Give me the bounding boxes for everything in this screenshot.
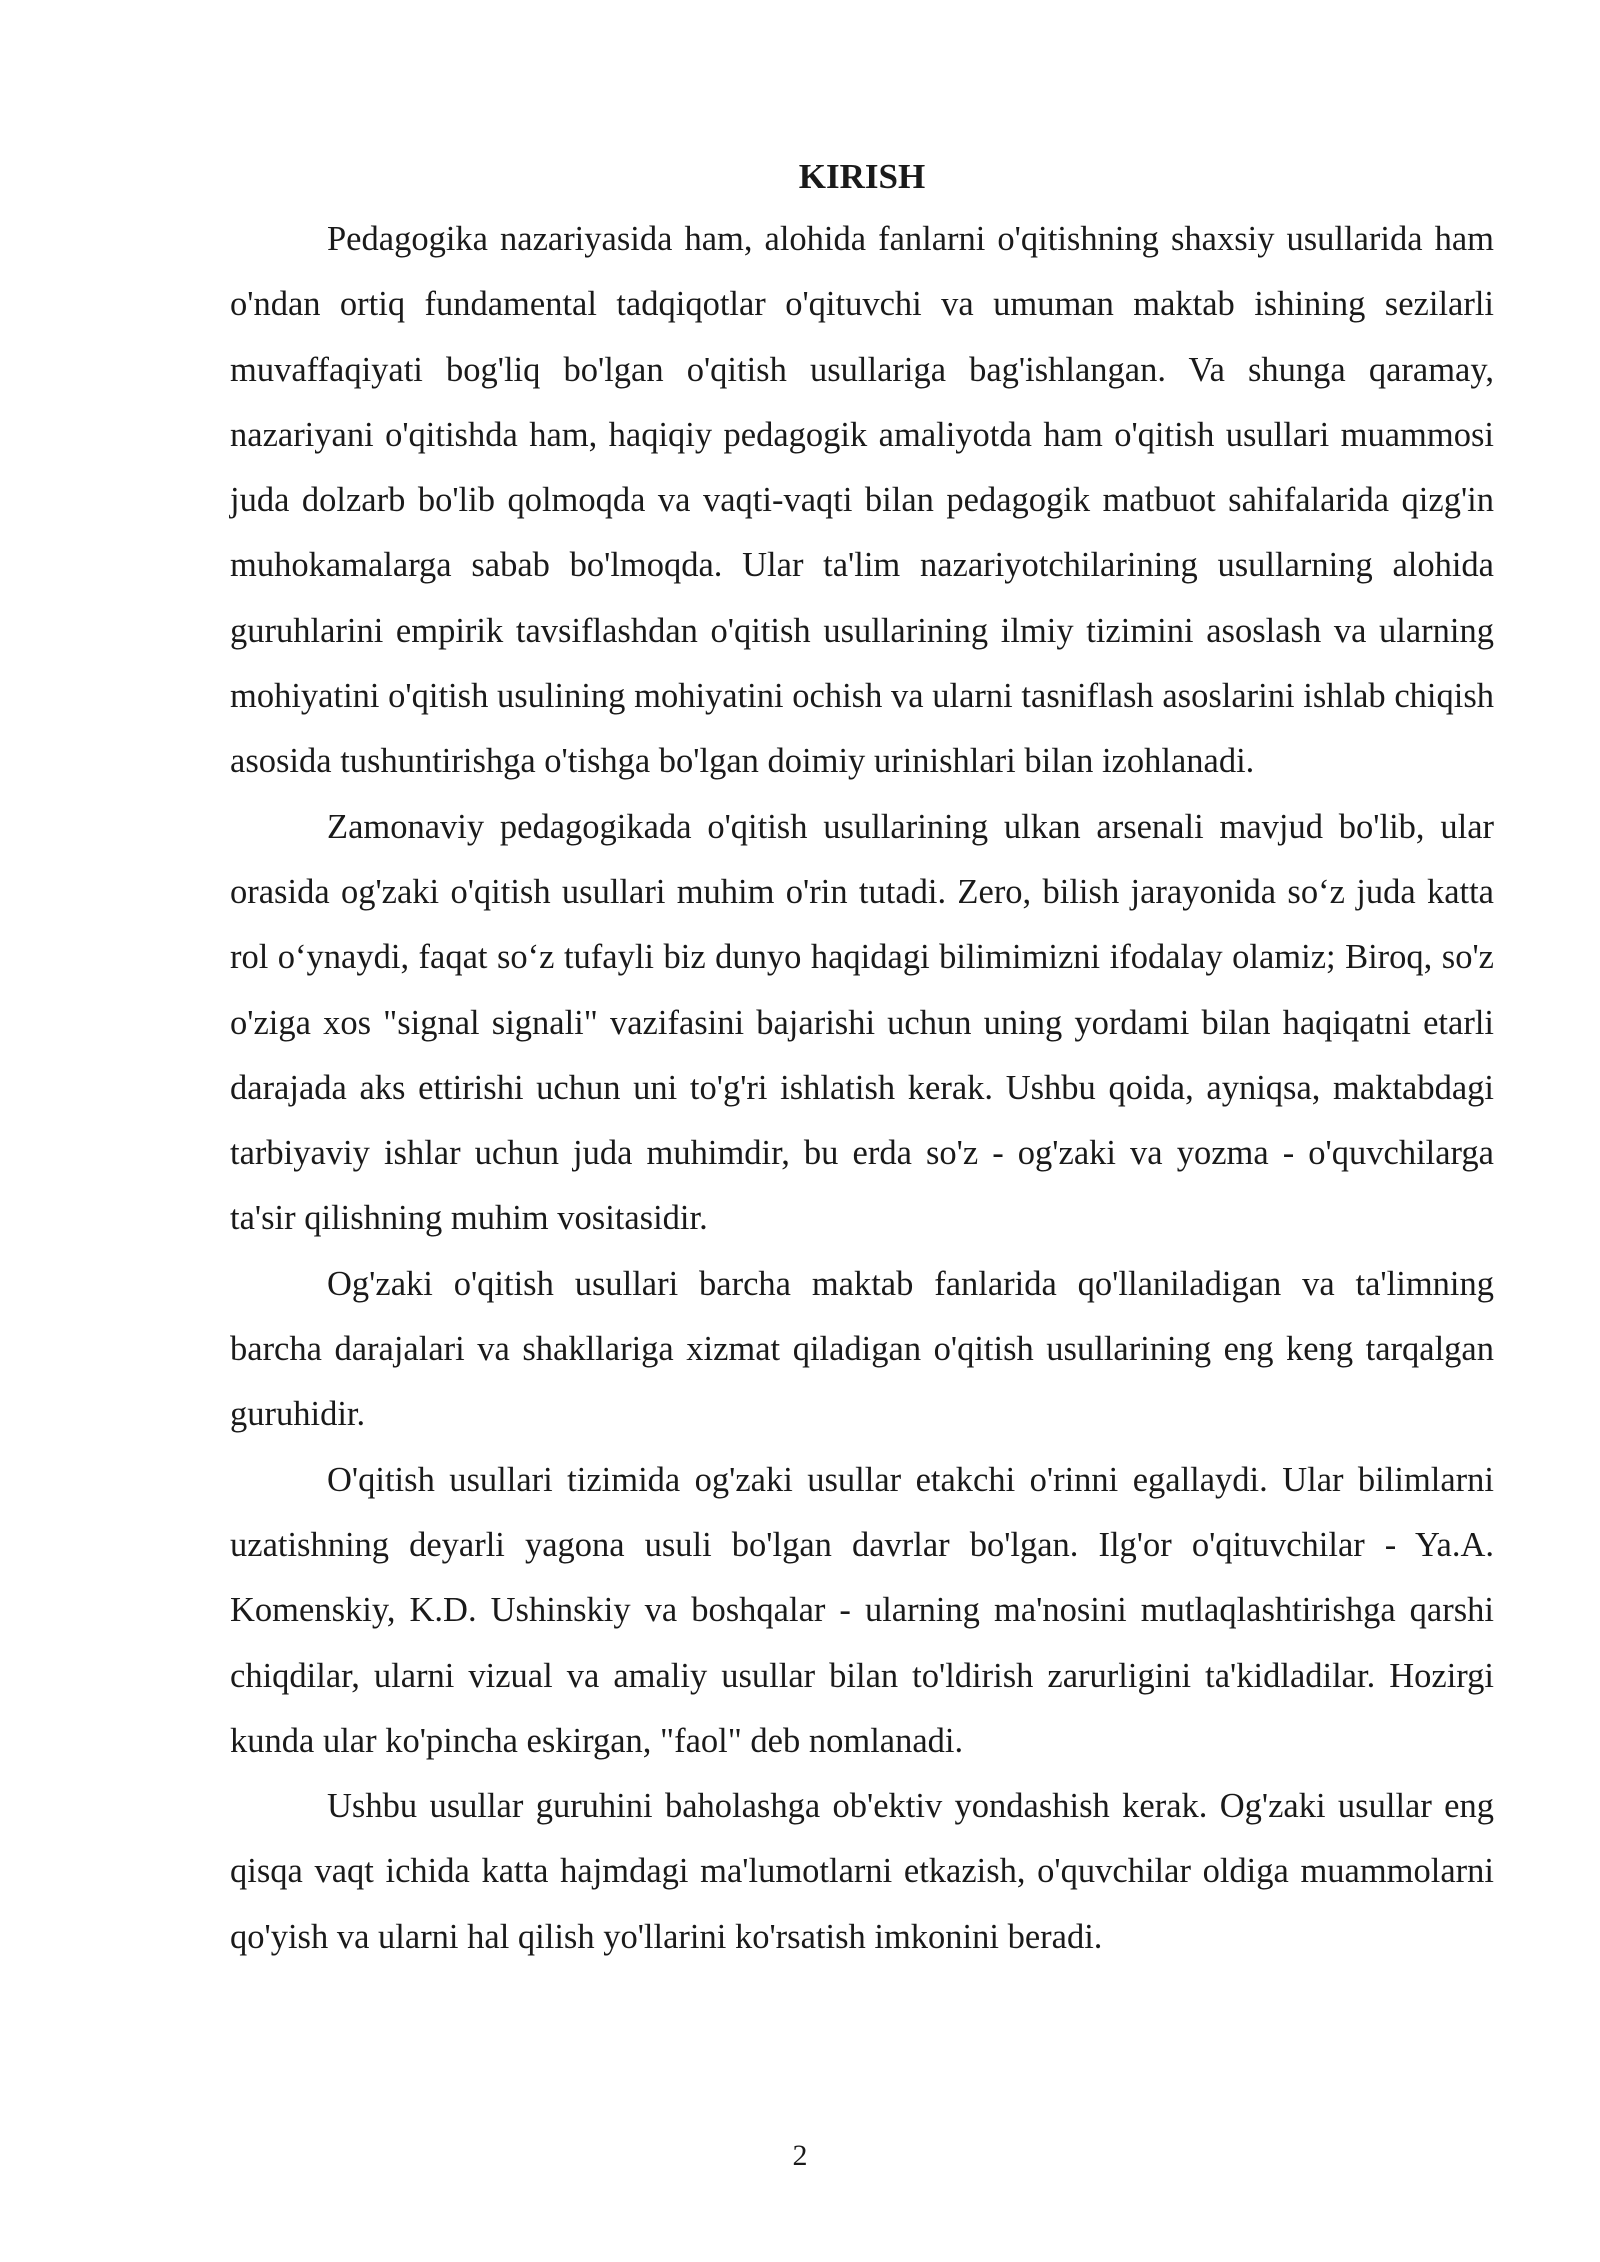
page-number: 2 bbox=[792, 2139, 808, 2172]
paragraph-3: Og'zaki o'qitish usullari barcha maktab fanlarida qo'llaniladigan va ta'limning barcha darajalari va shakllariga xizmat qiladigan o'qitish usullarining eng keng tarqalgan guruhidir. bbox=[230, 1264, 1494, 1434]
paragraph-5: Ushbu usullar guruhini baholashga ob'ektiv yondashish kerak. Og'zaki usullar eng qisqa vaqt ichida katta hajmdagi ma'lumotlarni etkazish, o'quvchilar oldiga muammolarni qo'yish va ularni hal qilish yo'llarini ko'rsatish imkonini beradi. bbox=[230, 1787, 1494, 1956]
paragraph-4: O'qitish usullari tizimida og'zaki usullar etakchi o'rinni egallaydi. Ular bilimlarni uzatishning deyarli yagona usuli bo'lgan davrlar bo'lgan. Ilg'or o'qituvchilar - Ya.A. Komenskiy, K.D. Ushinskiy va boshqalar - ularning ma'nosini mutlaqlashtirishga qarshi chiqdilar, ularni vizual va amaliy usullar bilan to'ldirish zarurligini ta'kidladilar. Hozirgi kunda ular ko'pincha eskirgan, "faol" deb nomlanadi. bbox=[230, 1460, 1494, 1760]
section-title: KIRISH bbox=[798, 157, 926, 196]
document-page bbox=[230, 150, 1494, 1970]
paragraph-1: Pedagogika nazariyasida ham, alohida fanlarni o'qitishning shaxsiy usullarida ham o'ndan ortiq fundamental tadqiqotlar o'qituvchi va umuman maktab ishining sezilarli muvaffaqiyati bog'liq bo'lgan o'qitish usullariga bag'ishlangan. Va shunga qaramay, nazariyani o'qitishda ham, haqiqiy pedagogik amaliyotda ham o'qitish usullari muammosi juda dolzarb bo'lib qolmoqda va vaqti-vaqti bilan pedagogik matbuot sahifalarida qizg'in muhokamalarga sabab bo'lmoqda. Ular ta'lim nazariyotchilarining usullarning alohida guruhlarini empirik tavsiflashdan o'qitish usullarining ilmiy tizimini asoslash va ularning mohiyatini o'qitish usulining mohiyatini ochish va ularni tasniflash asoslarini ishlab chiqish asosida tushuntirishga o'tishga bo'lgan doimiy urinishlari bilan izohlanadi. bbox=[230, 220, 1494, 781]
paragraph-2: Zamonaviy pedagogikada o'qitish usullarining ulkan arsenali mavjud bo'lib, ular orasida og'zaki o'qitish usullari muhim o'rin tutadi. Zero, bilish jarayonida so‘z juda katta rol o‘ynaydi, faqat so‘z tufayli biz dunyo haqidagi bilimimizni ifodalay olamiz; Biroq, so'z o'ziga xos "signal signali" vazifasini bajarishi uchun uning yordami bilan haqiqatni etarli darajada aks ettirishi uchun uni to'g'ri ishlatish kerak. Ushbu qoida, ayniqsa, maktabdagi tarbiyaviy ishlar uchun juda muhimdir, bu erda so'z - og'zaki va yozma - o'quvchilarga ta'sir qilishning muhim vositasidir. bbox=[230, 807, 1494, 1238]
